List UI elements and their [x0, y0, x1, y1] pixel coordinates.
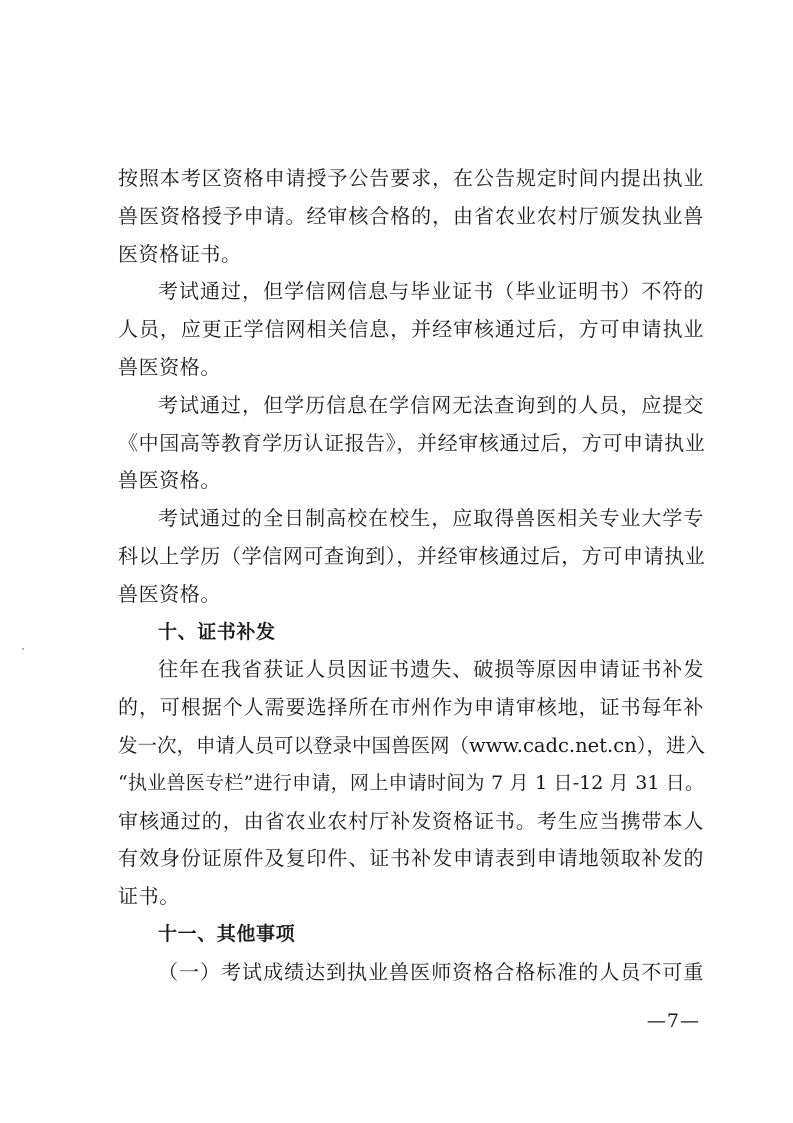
section-ten-line-7: 证书。: [118, 884, 180, 909]
paragraph-3-line-1: 考试通过，但学历信息在学信网无法查询到的人员，应提交: [158, 392, 704, 417]
paragraph-1-line-1: 按照本考区资格申请授予公告要求，在公告规定时间内提出执业: [118, 166, 704, 190]
section-ten-line-1: 往年在我省获证人员因证书遗失、破损等原因申请证书补发: [158, 657, 704, 682]
section-eleven-line-1: （一）考试成绩达到执业兽医师资格合格标准的人员不可重: [158, 959, 704, 984]
paragraph-4-line-3: 兽医资格。: [118, 581, 221, 606]
section-ten-line-4: “执业兽医专栏”进行申请，网上申请时间为 7 月 1 日-12 月 31 日。: [118, 771, 704, 794]
paragraph-2-line-3: 兽医资格。: [118, 354, 221, 379]
scan-speck: [22, 648, 24, 650]
paragraph-2-line-1: 考试通过，但学信网信息与毕业证书（毕业证明书）不符的: [158, 279, 704, 304]
paragraph-4-line-2: 科以上学历（学信网可查询到），并经审核通过后，方可申请执业: [118, 543, 706, 568]
document-body: [118, 160, 704, 992]
section-eleven-heading: 十一、其他事项: [158, 922, 296, 945]
paragraph-1-line-2: 兽医资格授予申请。经审核合格的，由省农业农村厅颁发执业兽: [118, 203, 704, 228]
section-ten-heading: 十、证书补发: [158, 620, 276, 643]
section-ten-line-2: 的，可根据个人需要选择所在市州作为申请审核地，证书每年补: [118, 695, 704, 720]
paragraph-2-line-2: 人员，应更正学信网相关信息，并经审核通过后，方可申请执业: [118, 317, 704, 342]
section-ten-line-6: 有效身份证原件及复印件、证书补发申请表到申请地领取补发的: [118, 846, 704, 871]
paragraph-3-line-3: 兽医资格。: [118, 468, 221, 493]
paragraph-1-line-3: 医资格证书。: [118, 241, 242, 266]
paragraph-4-line-1: 考试通过的全日制高校在校生，应取得兽医相关专业大学专: [158, 506, 704, 531]
section-ten-line-5: 审核通过的，由省农业农村厅补发资格证书。考生应当携带本人: [118, 808, 704, 833]
page-number: —7—: [646, 1010, 700, 1032]
paragraph-3-line-2: 《中国高等教育学历认证报告》，并经审核通过后，方可申请执业: [118, 430, 706, 455]
section-ten-line-3: 发一次，申请人员可以登录中国兽医网（www.cadc.net.cn），进入: [118, 733, 705, 757]
